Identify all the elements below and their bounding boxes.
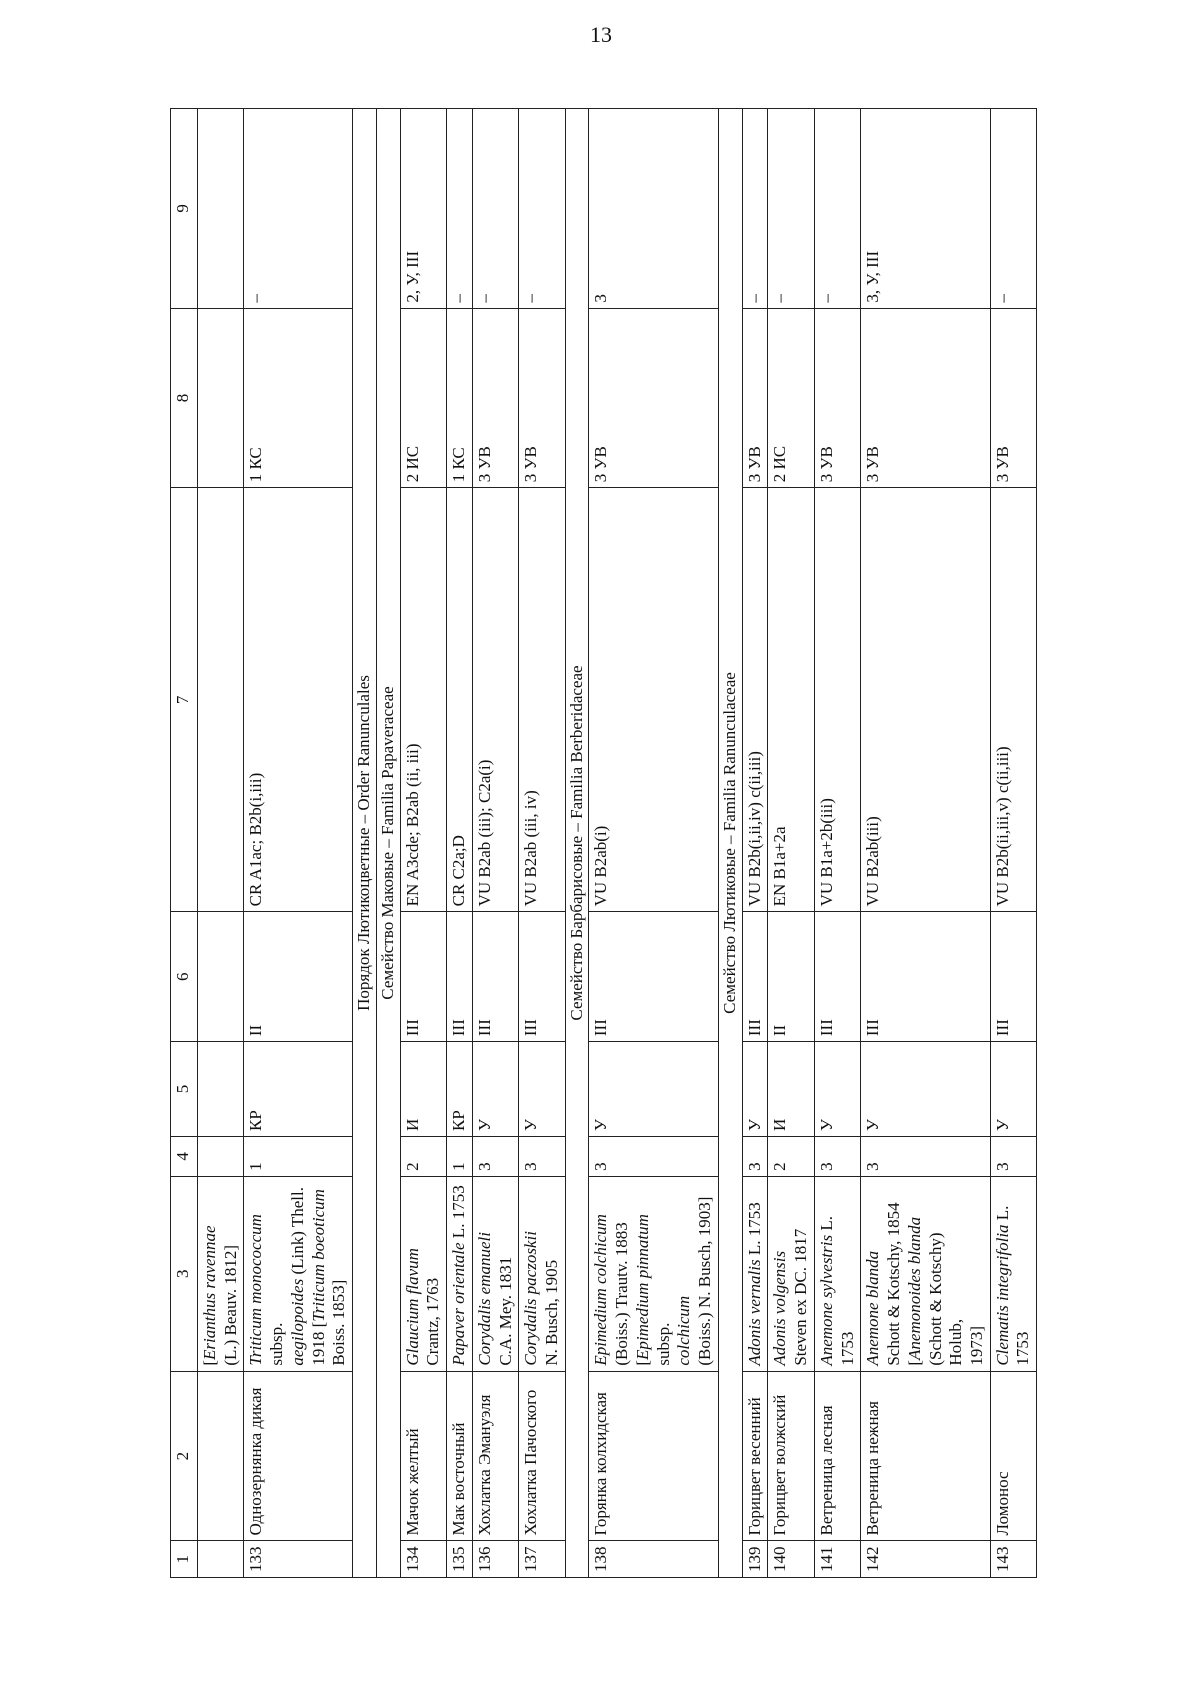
other-category-cell: – <box>519 109 565 309</box>
section-family-row <box>376 109 400 1578</box>
scientific-name-cell: Clematis integrifolia L. 1753 <box>990 1176 1036 1371</box>
table-row <box>814 109 860 1578</box>
russian-name-cell: Хохлатка Пачоского <box>519 1371 565 1541</box>
rotated-table-wrapper <box>170 108 1130 1578</box>
scientific-name-cell: Anemone sylvestris L. 1753 <box>814 1176 860 1371</box>
scientific-name-cell: Epimedium colchicum (Boiss.) Trautv. 1883 [Epimedium pinnatum subsp. colchicum (Boiss.) N. Busch, 1903] <box>589 1176 718 1371</box>
russian-name-cell: Горянка колхидская <box>589 1371 718 1541</box>
section-order-row <box>353 109 377 1578</box>
status-cell: У <box>742 1042 768 1137</box>
scientific-name-cell: Adonis vernalis L. 1753 <box>742 1176 768 1371</box>
other-category-cell: – <box>768 109 814 309</box>
number-cell: 141 <box>814 1541 860 1578</box>
priority-cell: III <box>472 912 518 1042</box>
priority-cell: III <box>447 912 473 1042</box>
iucn-criteria-cell: VU B2ab(iii) <box>861 488 990 912</box>
table-row <box>244 109 353 1578</box>
scientific-name-cell: Papaver orientale L. 1753 <box>447 1176 473 1371</box>
russian-name-cell: Мак восточный <box>447 1371 473 1541</box>
priority-cell: III <box>589 912 718 1042</box>
scientific-name-cell: Corydalis emanueli C.A. Mey. 1831 <box>472 1176 518 1371</box>
russian-name-cell: Однозернянка дикая <box>244 1371 353 1541</box>
table-row <box>519 109 565 1578</box>
category-number-cell: 2 <box>400 1136 446 1176</box>
table-row-continuation <box>198 109 244 1578</box>
category-number-cell: 3 <box>519 1136 565 1176</box>
other-category-cell: – <box>472 109 518 309</box>
iucn-criteria-cell: VU B2ab(i) <box>589 488 718 912</box>
priority-cell: II <box>768 912 814 1042</box>
other-category-cell: 3 <box>589 109 718 309</box>
number-cell: 142 <box>861 1541 990 1578</box>
other-category-cell: – <box>244 109 353 309</box>
table-row <box>447 109 473 1578</box>
category-cell: 3 УВ <box>742 308 768 488</box>
status-cell: У <box>519 1042 565 1137</box>
russian-name-cell <box>198 1371 244 1541</box>
synonym-name: Erianthus ravennae <box>200 1225 219 1360</box>
status-cell: У <box>472 1042 518 1137</box>
section-title: Семейство Барбарисовые – Familia Berberidaceae <box>565 109 589 1578</box>
iucn-criteria-cell: VU B2ab (iii, iv) <box>519 488 565 912</box>
category-number-cell: 3 <box>742 1136 768 1176</box>
iucn-criteria-cell: VU B2b(ii,iii,v) c(ii,iii) <box>990 488 1036 912</box>
table-row <box>768 109 814 1578</box>
iucn-criteria-cell: EN B1a+2a <box>768 488 814 912</box>
section-family-row <box>718 109 742 1578</box>
status-cell: КР <box>244 1042 353 1137</box>
column-number: 7 <box>171 488 198 912</box>
other-category-cell: – <box>814 109 860 309</box>
other-category-cell: – <box>742 109 768 309</box>
column-number: 4 <box>171 1136 198 1176</box>
column-number: 3 <box>171 1176 198 1371</box>
russian-name-cell: Горицвет весенний <box>742 1371 768 1541</box>
category-number-cell: 1 <box>244 1136 353 1176</box>
number-cell: 135 <box>447 1541 473 1578</box>
iucn-criteria-cell: EN A3cde; B2ab (ii, iii) <box>400 488 446 912</box>
column-number-row <box>171 109 198 1578</box>
priority-cell: III <box>742 912 768 1042</box>
status-cell: У <box>990 1042 1036 1137</box>
scientific-name-cell: [Erianthus ravennae (L.) Beauv. 1812] <box>198 1176 244 1371</box>
column-number: 5 <box>171 1042 198 1137</box>
number-cell <box>198 1541 244 1578</box>
priority-cell: III <box>861 912 990 1042</box>
category-cell: 2 ИС <box>400 308 446 488</box>
status-cell: И <box>768 1042 814 1137</box>
priority-cell: III <box>400 912 446 1042</box>
other-category-cell: – <box>990 109 1036 309</box>
iucn-criteria-cell: CR A1ac; B2b(i,iii) <box>244 488 353 912</box>
priority-cell: II <box>244 912 353 1042</box>
table-row <box>742 109 768 1578</box>
scientific-name-cell: Glaucium flavum Crantz, 1763 <box>400 1176 446 1371</box>
priority-cell: III <box>814 912 860 1042</box>
scientific-name-cell: Anemone blanda Schott & Kotschy, 1854 [Anemonoides blanda (Schott & Kotschy) Holub, 1973] <box>861 1176 990 1371</box>
number-cell: 134 <box>400 1541 446 1578</box>
column-number: 8 <box>171 308 198 488</box>
category-number-cell: 3 <box>861 1136 990 1176</box>
number-cell: 143 <box>990 1541 1036 1578</box>
number-cell: 137 <box>519 1541 565 1578</box>
synonym-author: (L.) Beauv. 1812] <box>220 1244 240 1366</box>
category-number-cell: 3 <box>814 1136 860 1176</box>
category-cell: 3 УВ <box>814 308 860 488</box>
scientific-name-cell: Corydalis paczoskii N. Busch, 1905 <box>519 1176 565 1371</box>
iucn-criteria-cell: CR C2a;D <box>447 488 473 912</box>
section-title: Семейство Маковые – Familia Papaveraceae <box>376 109 400 1578</box>
scientific-name-cell: Triticum monococcum subsp. aegilopoides (Link) Thell. 1918 [Triticum boeoticum Boiss. 1853] <box>244 1176 353 1371</box>
priority-cell: III <box>519 912 565 1042</box>
column-number: 9 <box>171 109 198 309</box>
number-cell: 133 <box>244 1541 353 1578</box>
category-number-cell: 3 <box>589 1136 718 1176</box>
status-cell: КР <box>447 1042 473 1137</box>
priority-cell: III <box>990 912 1036 1042</box>
table-row <box>990 109 1036 1578</box>
iucn-criteria-cell: VU B2ab (iii); C2a(i) <box>472 488 518 912</box>
scientific-name-cell: Adonis volgensis Steven ex DC. 1817 <box>768 1176 814 1371</box>
category-cell: 3 УВ <box>990 308 1036 488</box>
category-number-cell: 3 <box>472 1136 518 1176</box>
russian-name-cell: Ветреница нежная <box>861 1371 990 1541</box>
russian-name-cell: Горицвет волжский <box>768 1371 814 1541</box>
russian-name-cell: Хохлатка Эмануэля <box>472 1371 518 1541</box>
page-number: 13 <box>590 22 612 47</box>
column-number: 2 <box>171 1371 198 1541</box>
other-category-cell: 2, У, III <box>400 109 446 309</box>
category-cell: 2 ИС <box>768 308 814 488</box>
table-row <box>589 109 718 1578</box>
other-category-cell: – <box>447 109 473 309</box>
number-cell: 136 <box>472 1541 518 1578</box>
russian-name-cell: Ломонос <box>990 1371 1036 1541</box>
category-number-cell: 3 <box>990 1136 1036 1176</box>
status-cell: У <box>861 1042 990 1137</box>
russian-name-cell: Мачок желтый <box>400 1371 446 1541</box>
red-book-table <box>170 108 1037 1578</box>
iucn-criteria-cell: VU B1a+2b(iii) <box>814 488 860 912</box>
table-row <box>472 109 518 1578</box>
category-cell: 1 КС <box>244 308 353 488</box>
table-row <box>861 109 990 1578</box>
number-cell: 138 <box>589 1541 718 1578</box>
status-cell: И <box>400 1042 446 1137</box>
section-title: Семейство Лютиковые – Familia Ranunculaceae <box>718 109 742 1578</box>
russian-name-cell: Ветреница лесная <box>814 1371 860 1541</box>
category-cell: 3 УВ <box>589 308 718 488</box>
category-number-cell: 2 <box>768 1136 814 1176</box>
category-cell: 1 КС <box>447 308 473 488</box>
number-cell: 139 <box>742 1541 768 1578</box>
column-number: 1 <box>171 1541 198 1578</box>
section-title: Порядок Лютикоцветные – Order Ranunculales <box>353 109 377 1578</box>
category-cell: 3 УВ <box>861 308 990 488</box>
category-cell: 3 УВ <box>519 308 565 488</box>
iucn-criteria-cell: VU B2b(i,ii,iv) c(ii,iii) <box>742 488 768 912</box>
column-number: 6 <box>171 912 198 1042</box>
status-cell: У <box>814 1042 860 1137</box>
other-category-cell: 3, У, III <box>861 109 990 309</box>
status-cell: У <box>589 1042 718 1137</box>
category-number-cell: 1 <box>447 1136 473 1176</box>
number-cell: 140 <box>768 1541 814 1578</box>
section-family-row <box>565 109 589 1578</box>
category-cell: 3 УВ <box>472 308 518 488</box>
table-row <box>400 109 446 1578</box>
